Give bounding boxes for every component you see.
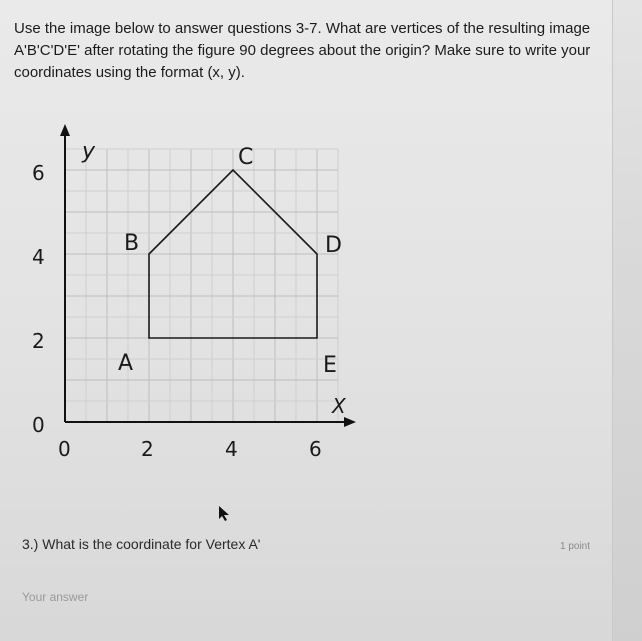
points-value: 1 point bbox=[560, 541, 591, 552]
vertex-label-c: C bbox=[238, 145, 254, 170]
x-tick-label: 0 bbox=[58, 437, 71, 461]
y-tick-label: 2 bbox=[32, 329, 45, 353]
x-tick-label: 6 bbox=[309, 437, 322, 461]
graph-labels bbox=[32, 139, 347, 461]
vertex-label-e: E bbox=[323, 353, 337, 378]
vertex-label-b: B bbox=[124, 231, 140, 256]
instructions-text: Use the image below to answer questions 3-7. What are vertices of the resulting image A'B'C'D'E' after rotating the figure 90 degrees about the origin? Make sure to write your coordinates using the format (x, y). bbox=[14, 20, 591, 81]
x-axis-arrow bbox=[344, 417, 356, 427]
y-tick-label: 6 bbox=[32, 161, 45, 185]
vertex-label-a: A bbox=[118, 351, 134, 376]
answer-input[interactable] bbox=[22, 590, 282, 604]
question-label: 3.) What is the coordinate for Vertex A' bbox=[22, 536, 261, 552]
y-axis-arrow bbox=[60, 124, 70, 136]
y-tick-label: 0 bbox=[32, 413, 45, 437]
x-tick-label: 4 bbox=[225, 437, 238, 461]
vertex-label-d: D bbox=[325, 233, 342, 258]
coordinate-graph bbox=[0, 120, 400, 470]
x-axis-label: X bbox=[332, 394, 346, 418]
grid-lines bbox=[65, 149, 338, 422]
graph-svg bbox=[0, 120, 400, 470]
x-tick-label: 2 bbox=[141, 437, 154, 461]
mouse-cursor-icon bbox=[219, 506, 231, 522]
y-axis-label: y bbox=[82, 139, 96, 164]
y-tick-label: 4 bbox=[32, 245, 45, 269]
